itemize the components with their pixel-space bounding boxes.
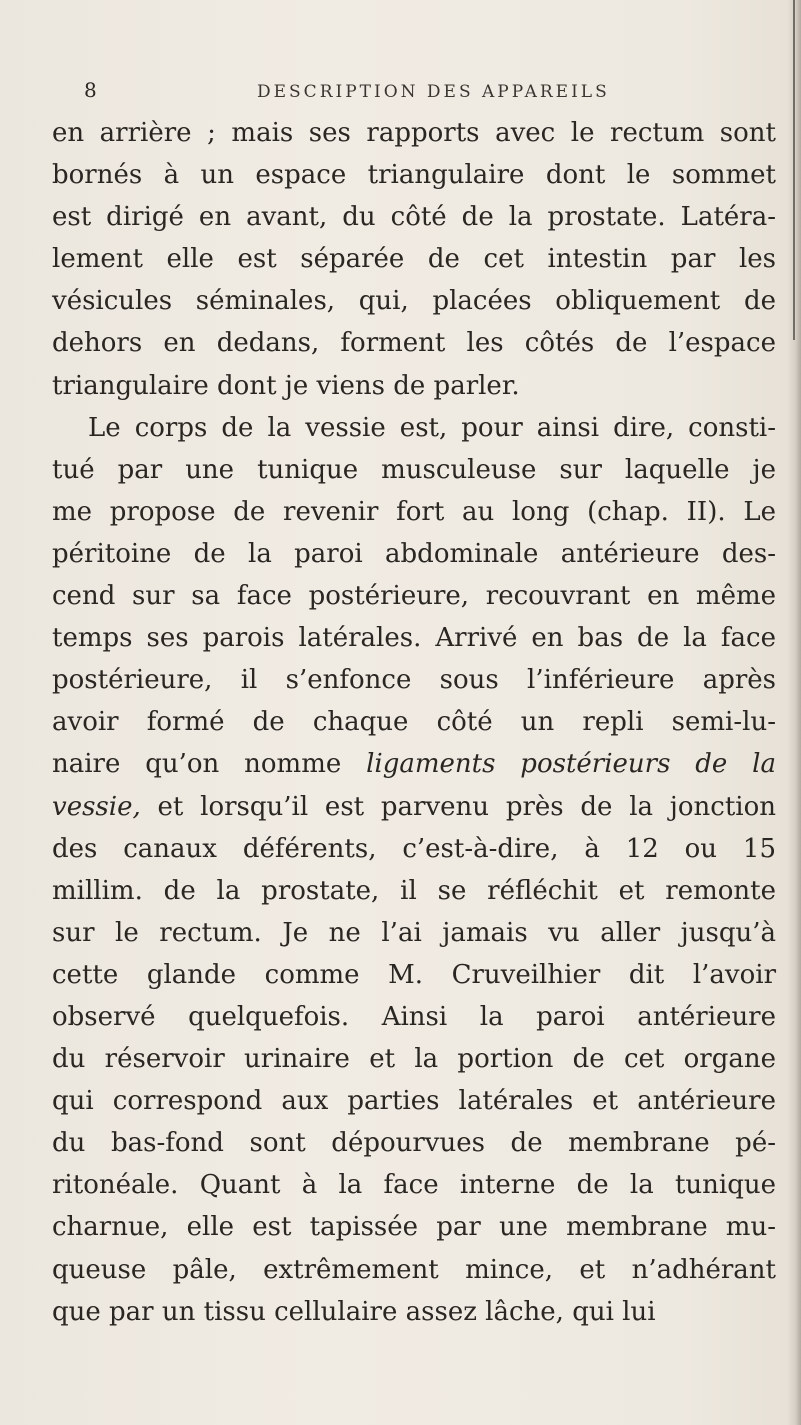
text-line: avoir formé de chaque côté un repli semi-lu- <box>52 707 776 738</box>
text-line: postérieure, il s’enfonce sous l’inférieure après <box>52 665 776 696</box>
text-line: que par un tissu cellulaire assez lâche, qui lui <box>52 1296 656 1327</box>
body-text <box>52 112 776 1333</box>
text-line: triangulaire dont je viens de parler. <box>52 370 520 401</box>
text-line: bornés à un espace triangulaire dont le sommet <box>52 160 776 191</box>
italic-term: ligaments postérieurs de la <box>366 749 776 780</box>
text-line: du bas-fond sont dépourvues de membrane pé- <box>52 1128 776 1159</box>
text-line-with-italic <box>52 786 776 828</box>
text-line: vésicules séminales, qui, placées obliquement de <box>52 286 776 317</box>
text-line: péritoine de la paroi abdominale antérieure des- <box>52 538 776 569</box>
text-line: en arrière ; mais ses rapports avec le rectum sont <box>52 118 776 148</box>
text-line: cend sur sa face postérieure, recouvrant en même <box>52 581 776 612</box>
italic-term: vessie, <box>52 791 141 822</box>
text-line: dehors en dedans, forment les côtés de l’espace <box>52 328 776 359</box>
text-line: est dirigé en avant, du côté de la prostate. Latéra- <box>52 202 776 233</box>
page-edge-line <box>793 0 795 340</box>
text-line: ritonéale. Quant à la face interne de la tunique <box>52 1170 776 1201</box>
text-line: qui correspond aux parties latérales et antérieure <box>52 1086 776 1117</box>
text-line: temps ses parois latérales. Arrivé en bas de la face <box>52 623 776 654</box>
text-line: lement elle est séparée de cet intestin par les <box>52 244 776 275</box>
running-head: DESCRIPTION DES APPAREILS <box>257 82 610 102</box>
text-line: du réservoir urinaire et la portion de cet organe <box>52 1044 776 1075</box>
text-line: observé quelquefois. Ainsi la paroi antérieure <box>52 1001 776 1032</box>
text-line: cette glande comme M. Cruveilhier dit l’avoir <box>52 959 776 990</box>
page-number: 8 <box>84 78 100 102</box>
text-line: me propose de revenir fort au long (chap. II). Le <box>52 496 776 527</box>
text-line: sur le rectum. Je ne l’ai jamais vu aller jusqu’à <box>52 917 776 948</box>
text-line: charnue, elle est tapissée par une membrane mu- <box>52 1212 776 1243</box>
text-fragment: et lorsqu’il est parvenu près de la jonction <box>157 791 776 822</box>
text-line: Le corps de la vessie est, pour ainsi dire, consti- <box>88 412 776 443</box>
text-line: millim. de la prostate, il se réfléchit et remonte <box>52 875 776 906</box>
text-fragment: naire qu’on nomme <box>52 749 342 780</box>
text-line: tué par une tunique musculeuse sur laquelle je <box>52 454 776 485</box>
text-line-with-italic <box>52 743 776 785</box>
page-header <box>52 78 772 106</box>
text-line: des canaux déférents, c’est-à-dire, à 12 ou 15 <box>52 833 776 864</box>
text-line: queuse pâle, extrêmement mince, et n’adhérant <box>52 1254 776 1285</box>
